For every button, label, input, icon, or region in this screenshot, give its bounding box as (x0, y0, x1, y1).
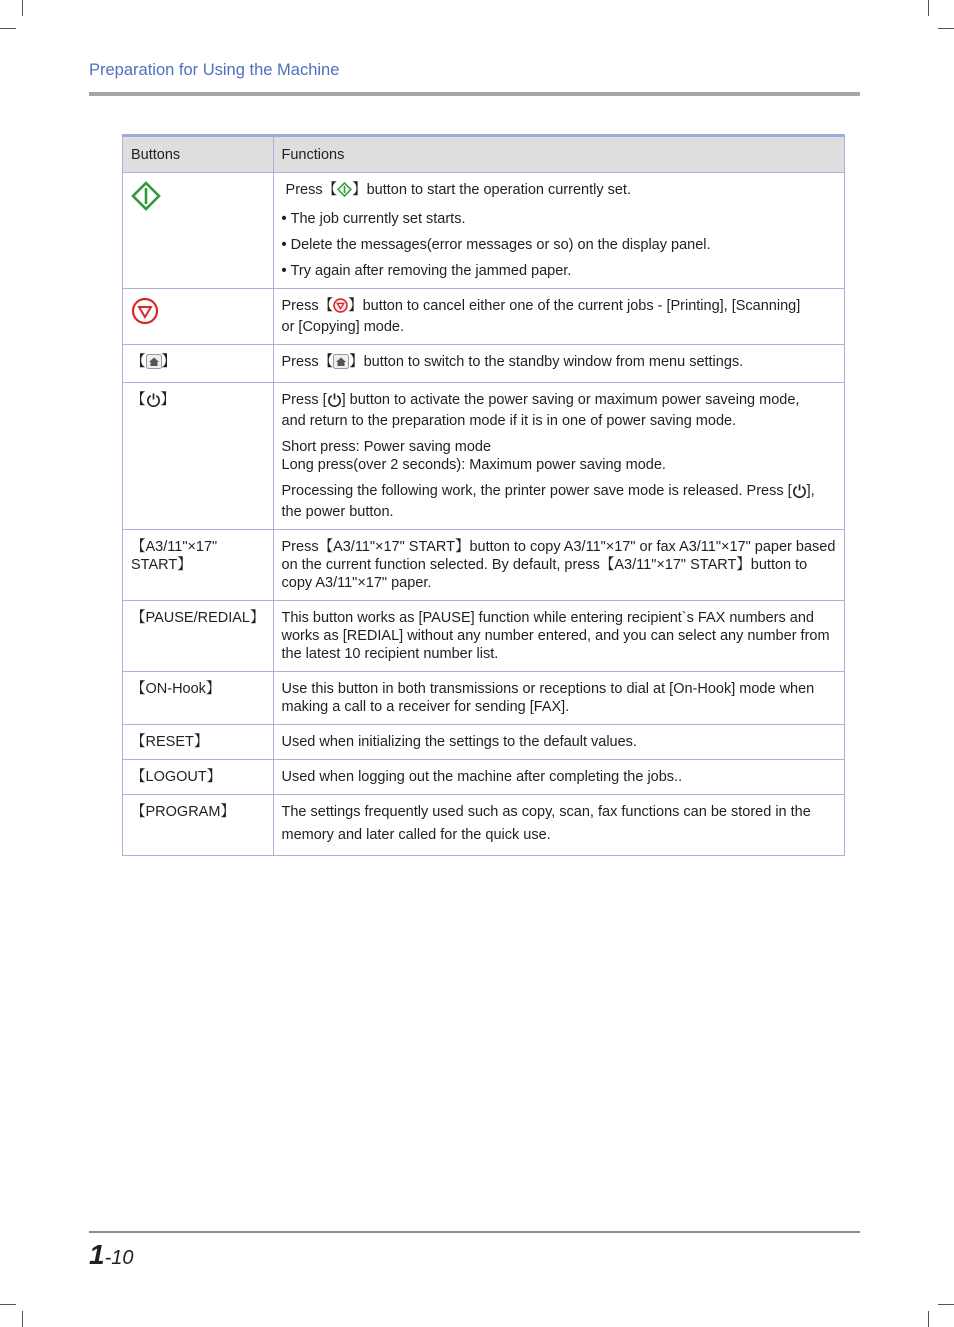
table-row (123, 601, 845, 672)
release-text-prefix: Processing the following work, the printer power save mode is released. Press [ (281, 483, 792, 499)
power-icon (146, 392, 161, 412)
table-header-row (123, 136, 845, 173)
power-icon (327, 392, 342, 412)
start-diamond-icon (131, 181, 161, 216)
button-cell: 【PROGRAM】 (123, 795, 274, 856)
long-press-text: Long press(over 2 seconds): Maximum power saving mode. (281, 457, 666, 473)
button-cell: 【ON-Hook】 (123, 672, 274, 725)
press-label: Press (281, 298, 319, 314)
short-press-text: Short press: Power saving mode (281, 439, 492, 455)
stop-press-text: button to cancel either one of the current jobs - [Printing], [Scanning] (362, 298, 801, 314)
power-press-modes (282, 438, 837, 474)
function-cell: Press【A3/11"×17" START】button to copy A3/11"×17" or fax A3/11"×17" paper based on the current function selected. By default, press【A3/11"×17" START】button to copy A3/11"×17" paper. (273, 530, 845, 601)
home-icon (146, 354, 162, 374)
function-cell (273, 173, 845, 289)
bullet-item: • The job currently set starts. (282, 210, 837, 228)
crop-mark (0, 1304, 16, 1305)
buttons-table (122, 134, 845, 856)
function-cell: Use this button in both transmissions or receptions to dial at [On-Hook] mode when making a call to a receiver for sending [FAX]. (273, 672, 845, 725)
press-label: Press (285, 182, 323, 198)
button-cell: 【 】 (123, 345, 274, 383)
column-header-functions: Functions (273, 136, 845, 173)
power-description (282, 391, 837, 430)
press-label: Press (281, 354, 319, 370)
function-cell: The settings frequently used such as copy, scan, fax functions can be stored in the memory and later called for the quick use. (273, 795, 845, 856)
function-cell (273, 383, 845, 530)
power-icon (792, 483, 807, 503)
table-row (123, 725, 845, 760)
stop-octagon-icon (131, 297, 159, 330)
footer-rule (89, 1231, 860, 1233)
power-text-line2: and return to the preparation mode if it is in one of power saving mode. (281, 413, 737, 429)
function-cell (273, 289, 845, 345)
crop-mark (928, 0, 929, 16)
button-cell (123, 173, 274, 289)
button-cell: 【 】 (123, 383, 274, 530)
function-cell: This button works as [PAUSE] function while entering recipient`s FAX numbers and works as [REDIAL] without any number entered, and you can select any number from the latest 10 recipient number list. (273, 601, 845, 672)
button-cell: 【RESET】 (123, 725, 274, 760)
function-cell: Used when logging out the machine after completing the jobs.. (273, 760, 845, 795)
chapter-number: 1 (89, 1239, 105, 1270)
home-icon (333, 354, 349, 374)
bullet-item: • Delete the messages(error messages or so) on the display panel. (282, 236, 837, 254)
table-row (123, 795, 845, 856)
table-row (123, 672, 845, 725)
stop-description: Press【 】button to cancel either one of the current jobs - [Printing], [Scanning] or [Copying] mode. (281, 298, 801, 335)
stop-press-text-cont: or [Copying] mode. (281, 319, 405, 335)
header-rule (89, 92, 860, 96)
page-suffix: -10 (104, 1247, 134, 1269)
table-row (123, 383, 845, 530)
button-cell: 【LOGOUT】 (123, 760, 274, 795)
release-text-suffix: ], the power button. (281, 483, 815, 520)
button-cell: 【A3/11"×17" START】 (123, 530, 274, 601)
start-description: Press【 】button to start the operation currently set. (282, 181, 837, 202)
column-header-buttons: Buttons (123, 136, 274, 173)
power-text-prefix: Press [ (281, 392, 327, 408)
crop-mark (938, 1304, 954, 1305)
table-row (123, 345, 845, 383)
running-header: Preparation for Using the Machine (89, 61, 340, 79)
power-text-suffix: ] button to activate the power saving or maximum power saveing mode, (341, 392, 800, 408)
function-cell: Used when initializing the settings to the default values. (273, 725, 845, 760)
table-row (123, 760, 845, 795)
start-diamond-icon (337, 182, 352, 202)
button-cell (123, 289, 274, 345)
stop-octagon-icon (333, 298, 348, 318)
function-cell: Press【 】button to switch to the standby window from menu settings. (273, 345, 845, 383)
start-press-text: button to start the operation currently set. (366, 182, 631, 198)
bullet-item: • Try again after removing the jammed paper. (282, 262, 837, 280)
crop-mark (22, 0, 23, 16)
crop-mark (928, 1311, 929, 1327)
table-row (123, 530, 845, 601)
crop-mark (938, 28, 954, 29)
home-press-text: button to switch to the standby window from menu settings. (363, 354, 744, 370)
table-row (123, 173, 845, 289)
page-number (89, 1239, 133, 1271)
button-cell: 【PAUSE/REDIAL】 (123, 601, 274, 672)
table-row (123, 289, 845, 345)
power-release-note (282, 482, 837, 521)
crop-mark (0, 28, 16, 29)
crop-mark (22, 1311, 23, 1327)
